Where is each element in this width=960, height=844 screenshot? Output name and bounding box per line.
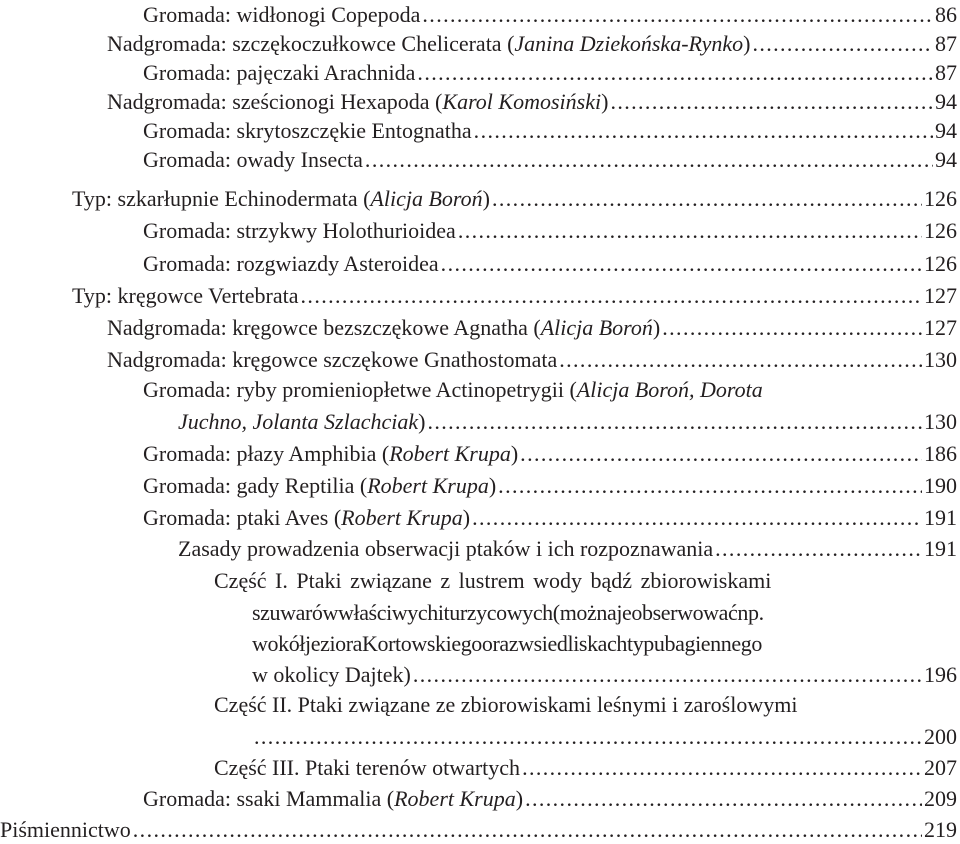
toc-entry — [143, 471, 957, 500]
toc-entry-title: Gromada: widłonogi Copepoda — [143, 2, 421, 27]
toc-entry — [107, 345, 957, 374]
toc-entry-title-end: ) — [482, 186, 490, 211]
toc-leader-dots — [752, 29, 933, 58]
toc-entry — [178, 534, 957, 563]
toc-entry-title: wokółjezioraKortowskiegoorazwsiedliskachtypubagiennego — [252, 631, 762, 656]
toc-entry-author: Robert Krupa — [389, 441, 511, 466]
toc-entry-title: Nadgromada: sześcionogi Hexapoda ( — [107, 89, 443, 114]
toc-leader-dots — [427, 407, 922, 436]
toc-leader-dots — [662, 313, 922, 342]
toc-page-number: 190 — [924, 473, 957, 498]
toc-entry-author: Alicja Boroń, Dorota — [576, 377, 763, 402]
toc-entry-author: Alicja Boroń — [540, 315, 653, 340]
toc-entry — [252, 722, 957, 751]
toc-page-number: 196 — [924, 662, 957, 687]
toc-entry-title-end: ) — [743, 31, 751, 56]
toc-leader-dots — [422, 0, 933, 29]
toc-leader-dots — [559, 345, 922, 374]
toc-entry — [143, 249, 957, 278]
toc-entry-title-end: ) — [515, 786, 524, 811]
toc-entry — [214, 753, 957, 782]
toc-leader-dots — [610, 87, 933, 116]
toc-page-number: 87 — [935, 31, 957, 56]
toc-entry-title: Część III. Ptaki terenów otwartych — [214, 755, 521, 780]
toc-entry — [143, 0, 957, 29]
toc-entry — [143, 145, 957, 174]
toc-entry-line — [214, 566, 771, 595]
toc-leader-dots — [474, 116, 933, 145]
toc-page-number: 209 — [924, 786, 957, 811]
toc-entry-title: Gromada: owady Insecta — [143, 147, 363, 172]
toc-leader-dots — [520, 439, 922, 468]
toc-page-number: 94 — [935, 89, 957, 114]
toc-entry — [178, 407, 957, 436]
toc-entry-title: Nadgromada: kręgowce szczękowe Gnathostomata — [107, 347, 558, 372]
toc-leader-dots — [365, 145, 933, 174]
toc-entry-title: Gromada: płazy Amphibia ( — [143, 441, 390, 466]
toc-entry-title: Część I. Ptaki związane z lustrem wody bądź zbiorowiskami — [214, 568, 772, 593]
toc-entry-title: szuwarówwłaściwychiturzycowych(możnajeobserwowaćnp. — [252, 600, 764, 625]
toc-leader-dots — [413, 660, 922, 689]
toc-entry-line — [252, 598, 764, 627]
toc-entry — [143, 439, 957, 468]
toc-entry — [252, 660, 957, 689]
toc-entry-author: Karol Komosiński — [442, 89, 602, 114]
toc-leader-dots — [492, 184, 922, 213]
toc-page-number: 191 — [924, 505, 957, 530]
toc-leader-dots — [441, 249, 922, 278]
toc-page-number: 86 — [935, 2, 957, 27]
toc-entry — [143, 503, 957, 532]
toc-entry-title-end: ) — [418, 409, 426, 434]
toc-leader-dots — [472, 503, 922, 532]
toc-entry — [107, 87, 957, 116]
toc-entry — [72, 184, 957, 213]
toc-leader-dots — [301, 281, 922, 310]
toc-entry-title: Gromada: rozgwiazdy Asteroidea — [143, 251, 439, 276]
toc-entry-title-end: ) — [510, 441, 519, 466]
toc-entry-title-end: ) — [652, 315, 661, 340]
toc-entry-title-end: ) — [488, 473, 497, 498]
toc-page-number: 127 — [924, 315, 957, 340]
toc-entry-title-end: ) — [462, 505, 471, 530]
toc-entry-author: Janina Dziekońska-Rynko — [514, 31, 744, 56]
toc-leader-dots — [254, 722, 922, 751]
toc-leader-dots — [525, 784, 922, 813]
toc-leader-dots — [417, 58, 933, 87]
toc-page-number: 130 — [924, 347, 957, 372]
toc-page-number: 127 — [924, 283, 957, 308]
toc-leader-dots — [522, 753, 922, 782]
toc-page-number: 126 — [924, 218, 957, 243]
toc-entry — [143, 116, 957, 145]
toc-page-number: 87 — [935, 60, 957, 85]
toc-entry-title: Zasady prowadzenia obserwacji ptaków i ich rozpoznawania — [178, 536, 714, 561]
toc-entry-author: Robert Krupa — [394, 786, 516, 811]
toc-page-number: 126 — [924, 186, 957, 211]
toc-entry — [72, 281, 957, 310]
toc-entry-title: Gromada: ssaki Mammalia ( — [143, 786, 395, 811]
toc-entry-title: Typ: kręgowce Vertebrata — [72, 283, 299, 308]
toc-entry-author: Robert Krupa — [367, 473, 489, 498]
toc-entry-title: Typ: szkarłupnie Echinodermata ( — [72, 186, 371, 211]
toc-leader-dots — [458, 216, 922, 245]
toc-entry-title: w okolicy Dajtek) — [252, 662, 411, 687]
toc-page-number: 130 — [924, 409, 957, 434]
toc-entry-title: Nadgromada: kręgowce bezszczękowe Agnatha ( — [107, 315, 541, 340]
toc-entry — [107, 313, 957, 342]
toc-page-number: 126 — [924, 251, 957, 276]
toc-entry-line — [143, 375, 763, 404]
toc-entry-author: Juchno, Jolanta Szlachciak — [178, 409, 419, 434]
toc-page-number: 219 — [924, 817, 957, 842]
toc-entry-title: Nadgromada: szczękoczułkowce Chelicerata ( — [107, 31, 515, 56]
toc-entry-author: Alicja Boroń — [370, 186, 483, 211]
toc-page-number: 94 — [935, 147, 957, 172]
toc-entry-title: Gromada: strzykwy Holothurioidea — [143, 218, 456, 243]
toc-entry-title-end: ) — [601, 89, 609, 114]
toc-entry-title: Gromada: pajęczaki Arachnida — [143, 60, 416, 85]
toc-entry — [143, 58, 957, 87]
toc-entry — [143, 216, 957, 245]
toc-leader-dots — [498, 471, 922, 500]
toc-entry — [143, 784, 957, 813]
toc-entry-title: Gromada: ptaki Aves ( — [143, 505, 342, 530]
toc-entry-title: Piśmiennictwo — [0, 817, 131, 842]
toc-page-number: 207 — [924, 755, 957, 780]
toc-entry-title: Gromada: gady Reptilia ( — [143, 473, 368, 498]
toc-entry-title: Część II. Ptaki związane ze zbiorowiskami leśnymi i zaroślowymi — [214, 692, 798, 717]
toc-entry-line — [252, 629, 762, 658]
toc-page-number: 186 — [924, 441, 957, 466]
toc-entry-title: Gromada: skrytoszczękie Entognatha — [143, 118, 472, 143]
toc-entry-title: Gromada: ryby promieniopłetwe Actinopetrygii ( — [143, 377, 577, 402]
toc-page-number: 191 — [924, 536, 957, 561]
toc-entry-line — [214, 690, 797, 719]
toc-page-number: 200 — [924, 724, 957, 749]
toc-page-number: 94 — [935, 118, 957, 143]
toc-leader-dots — [715, 534, 922, 563]
toc-entry — [107, 29, 957, 58]
toc-entry-author: Robert Krupa — [341, 505, 463, 530]
